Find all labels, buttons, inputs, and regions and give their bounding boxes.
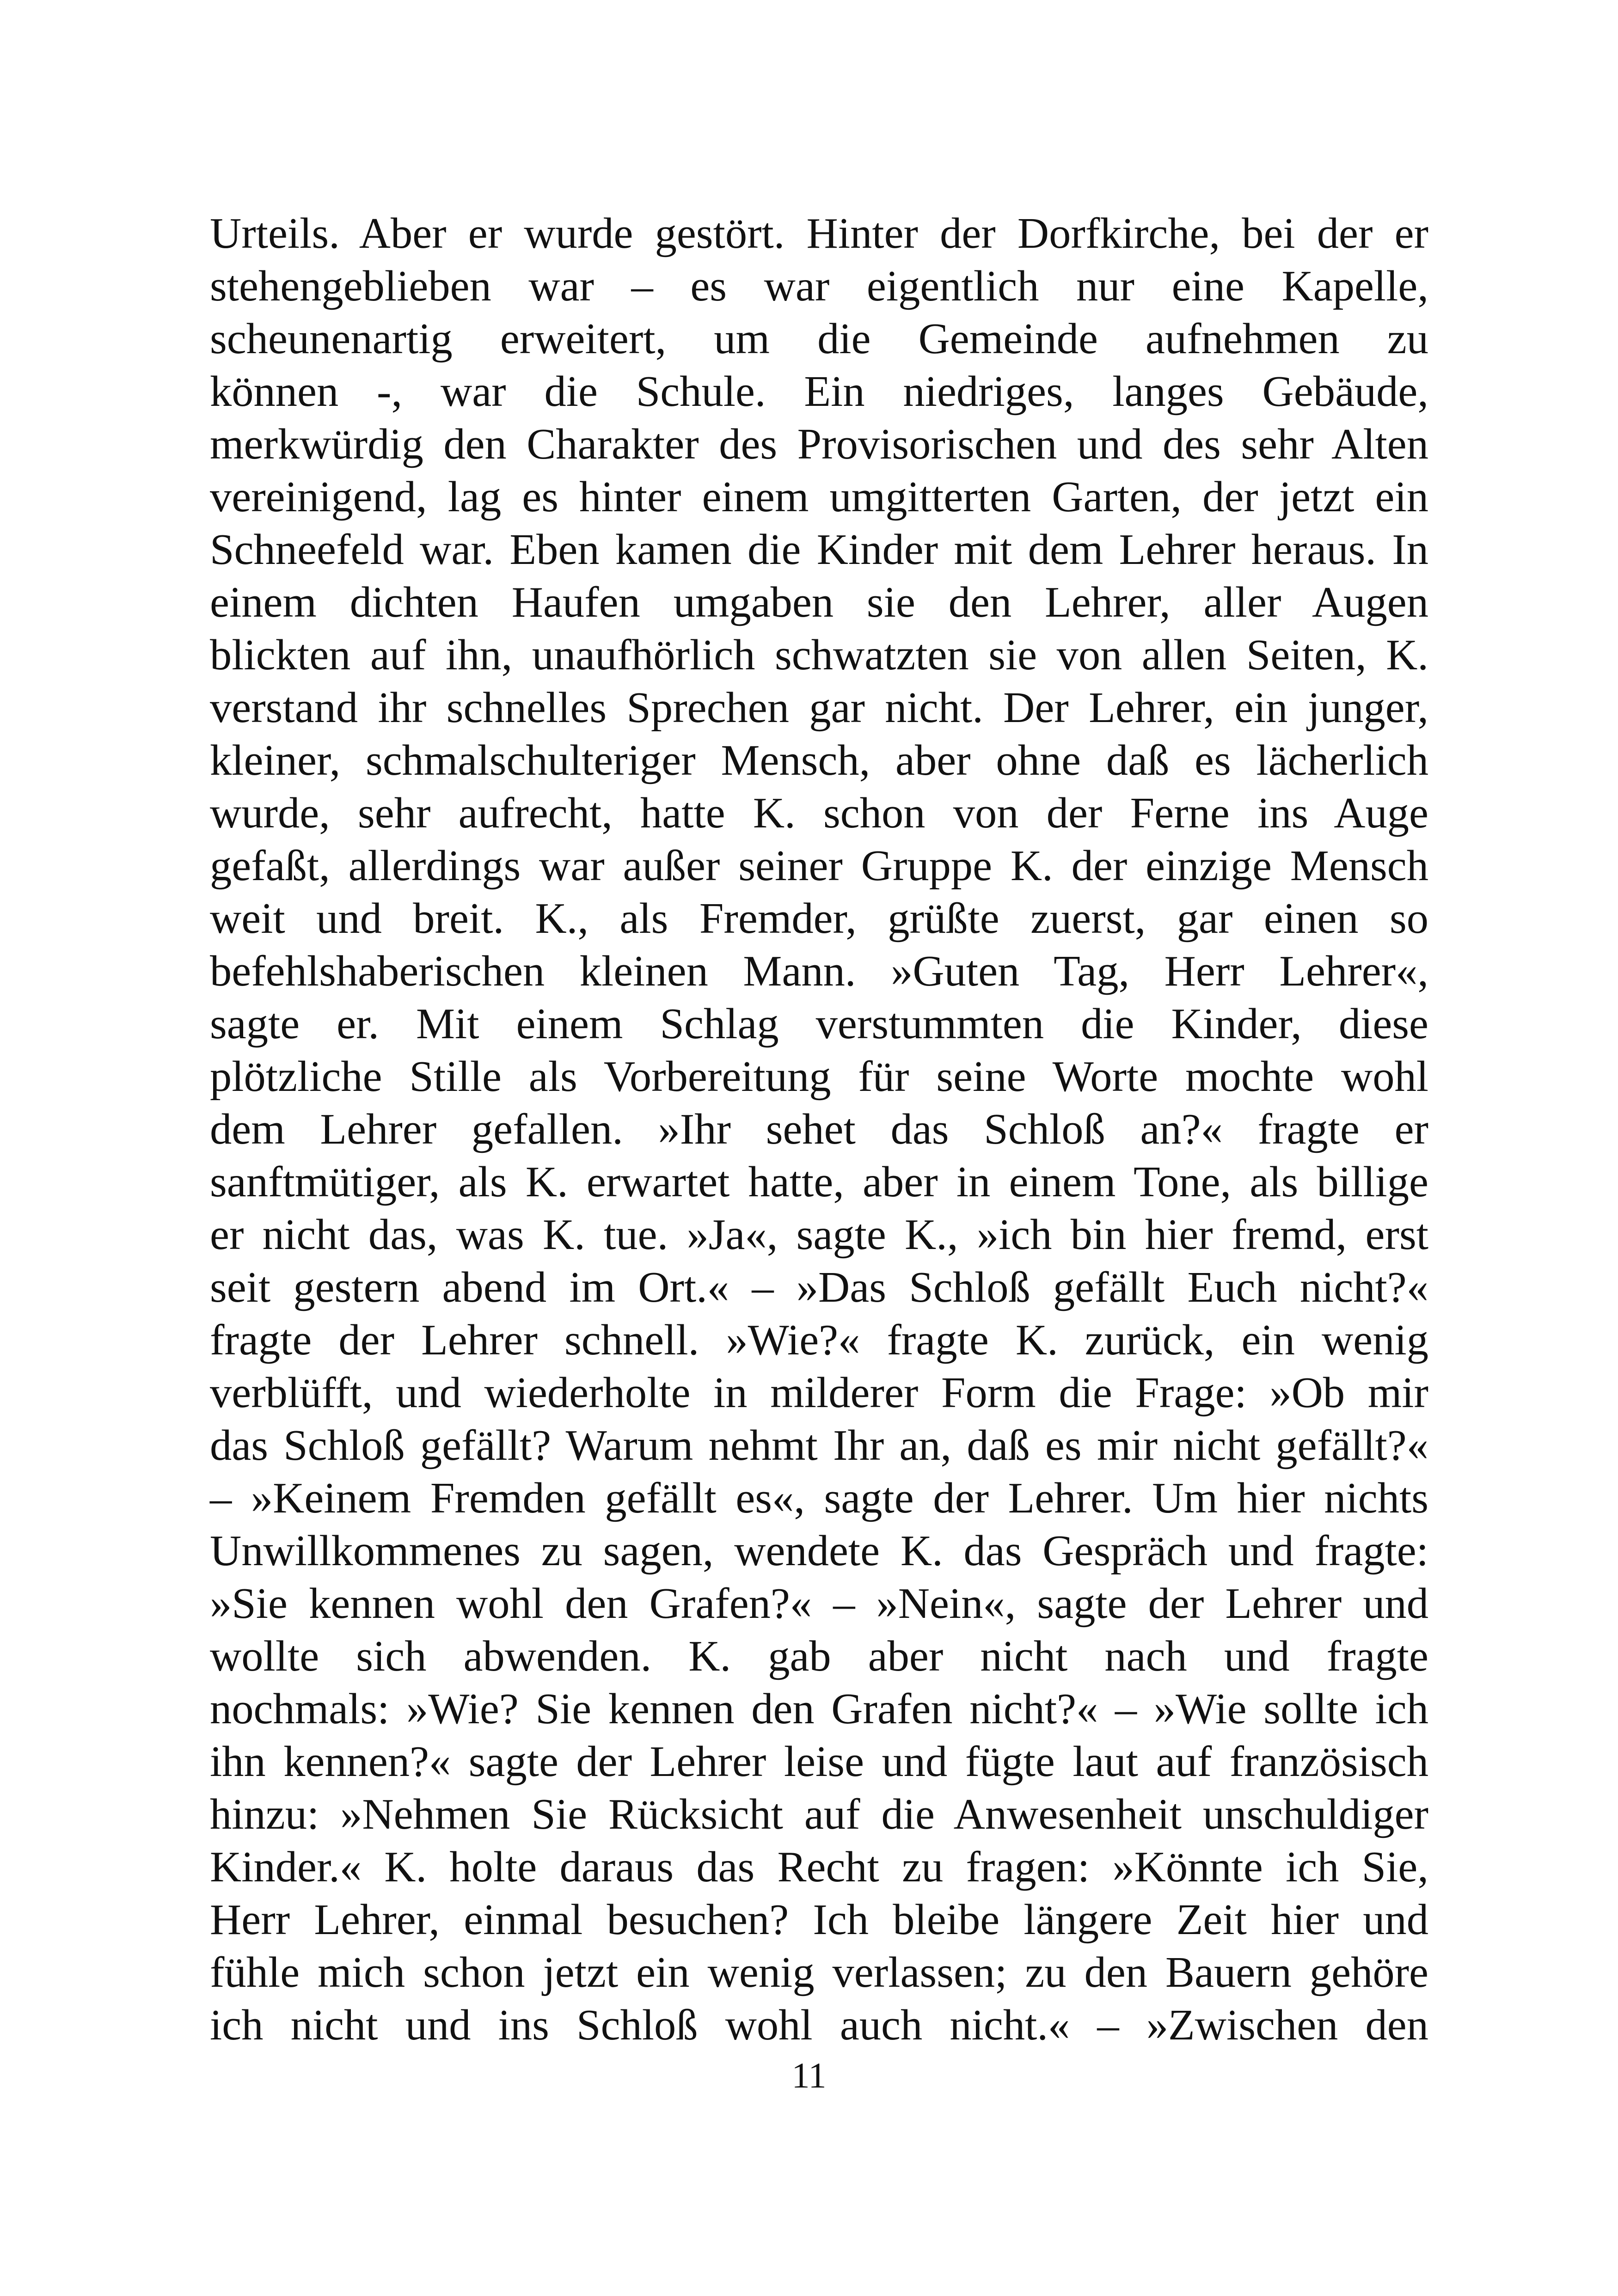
text-line: wurde, sehr aufrecht, hatte K. schon von der Ferne ins Auge bbox=[210, 789, 1428, 837]
text-line: Unwillkommenes zu sagen, wendete K. das Gespräch und fragte: bbox=[210, 1527, 1428, 1575]
text-line: hinzu: »Nehmen Sie Rücksicht auf die Anwesenheit unschuldiger bbox=[210, 1790, 1428, 1838]
text-line: wollte sich abwenden. K. gab aber nicht nach und fragte bbox=[210, 1632, 1428, 1680]
text-line: befehlshaberischen kleinen Mann. »Guten Tag, Herr Lehrer«, bbox=[210, 947, 1428, 995]
text-line: – »Keinem Fremden gefällt es«, sagte der Lehrer. Um hier nichts bbox=[210, 1474, 1428, 1522]
text-line: stehengeblieben war – es war eigentlich nur eine Kapelle, bbox=[210, 262, 1428, 310]
body-text bbox=[210, 207, 1428, 2051]
text-line: dem Lehrer gefallen. »Ihr sehet das Schloß an?« fragte er bbox=[210, 1105, 1428, 1153]
text-line: »Sie kennen wohl den Grafen?« – »Nein«, sagte der Lehrer und bbox=[210, 1580, 1428, 1628]
text-line: Urteils. Aber er wurde gestört. Hinter der Dorfkirche, bei der er bbox=[210, 209, 1428, 257]
text-line: können -, war die Schule. Ein niedriges, langes Gebäude, bbox=[210, 367, 1428, 416]
text-line: sagte er. Mit einem Schlag verstummten die Kinder, diese bbox=[210, 1000, 1428, 1048]
text-line: Kinder.« K. holte daraus das Recht zu fragen: »Könnte ich Sie, bbox=[210, 1843, 1428, 1891]
text-line: kleiner, schmalschulteriger Mensch, aber ohne daß es lächerlich bbox=[210, 736, 1428, 784]
text-line: ich nicht und ins Schloß wohl auch nicht.« – »Zwischen den bbox=[210, 2001, 1428, 2049]
text-line: sanftmütiger, als K. erwartet hatte, aber in einem Tone, als billige bbox=[210, 1158, 1428, 1206]
text-line: fragte der Lehrer schnell. »Wie?« fragte K. zurück, ein wenig bbox=[210, 1316, 1428, 1364]
text-line: vereinigend, lag es hinter einem umgitterten Garten, der jetzt ein bbox=[210, 473, 1428, 521]
text-line: plötzliche Stille als Vorbereitung für seine Worte mochte wohl bbox=[210, 1053, 1428, 1101]
text-line: das Schloß gefällt? Warum nehmt Ihr an, daß es mir nicht gefällt?« bbox=[210, 1421, 1428, 1469]
text-line: ihn kennen?« sagte der Lehrer leise und fügte laut auf französisch bbox=[210, 1738, 1428, 1786]
text-line: scheunenartig erweitert, um die Gemeinde aufnehmen zu bbox=[210, 315, 1428, 363]
text-line: verstand ihr schnelles Sprechen gar nicht. Der Lehrer, ein junger, bbox=[210, 684, 1428, 732]
text-line: fühle mich schon jetzt ein wenig verlassen; zu den Bauern gehöre bbox=[210, 1948, 1428, 1996]
text-line: weit und breit. K., als Fremder, grüßte zuerst, gar einen so bbox=[210, 894, 1428, 943]
text-line: blickten auf ihn, unaufhörlich schwatzten sie von allen Seiten, K. bbox=[210, 631, 1428, 679]
text-line: gefaßt, allerdings war außer seiner Gruppe K. der einzige Mensch bbox=[210, 842, 1428, 890]
text-line: er nicht das, was K. tue. »Ja«, sagte K., »ich bin hier fremd, erst bbox=[210, 1211, 1428, 1259]
page-number: 11 bbox=[791, 2055, 827, 2095]
text-line: verblüfft, und wiederholte in milderer Form die Frage: »Ob mir bbox=[210, 1369, 1428, 1417]
text-line: merkwürdig den Charakter des Provisorischen und des sehr Alten bbox=[210, 420, 1428, 468]
text-line: nochmals: »Wie? Sie kennen den Grafen nicht?« – »Wie sollte ich bbox=[210, 1685, 1428, 1733]
text-line: Herr Lehrer, einmal besuchen? Ich bleibe längere Zeit hier und bbox=[210, 1896, 1428, 1944]
text-line: seit gestern abend im Ort.« – »Das Schloß gefällt Euch nicht?« bbox=[210, 1263, 1428, 1311]
text-line: Schneefeld war. Eben kamen die Kinder mit dem Lehrer heraus. In bbox=[210, 526, 1428, 574]
text-line: einem dichten Haufen umgaben sie den Lehrer, aller Augen bbox=[210, 578, 1428, 626]
